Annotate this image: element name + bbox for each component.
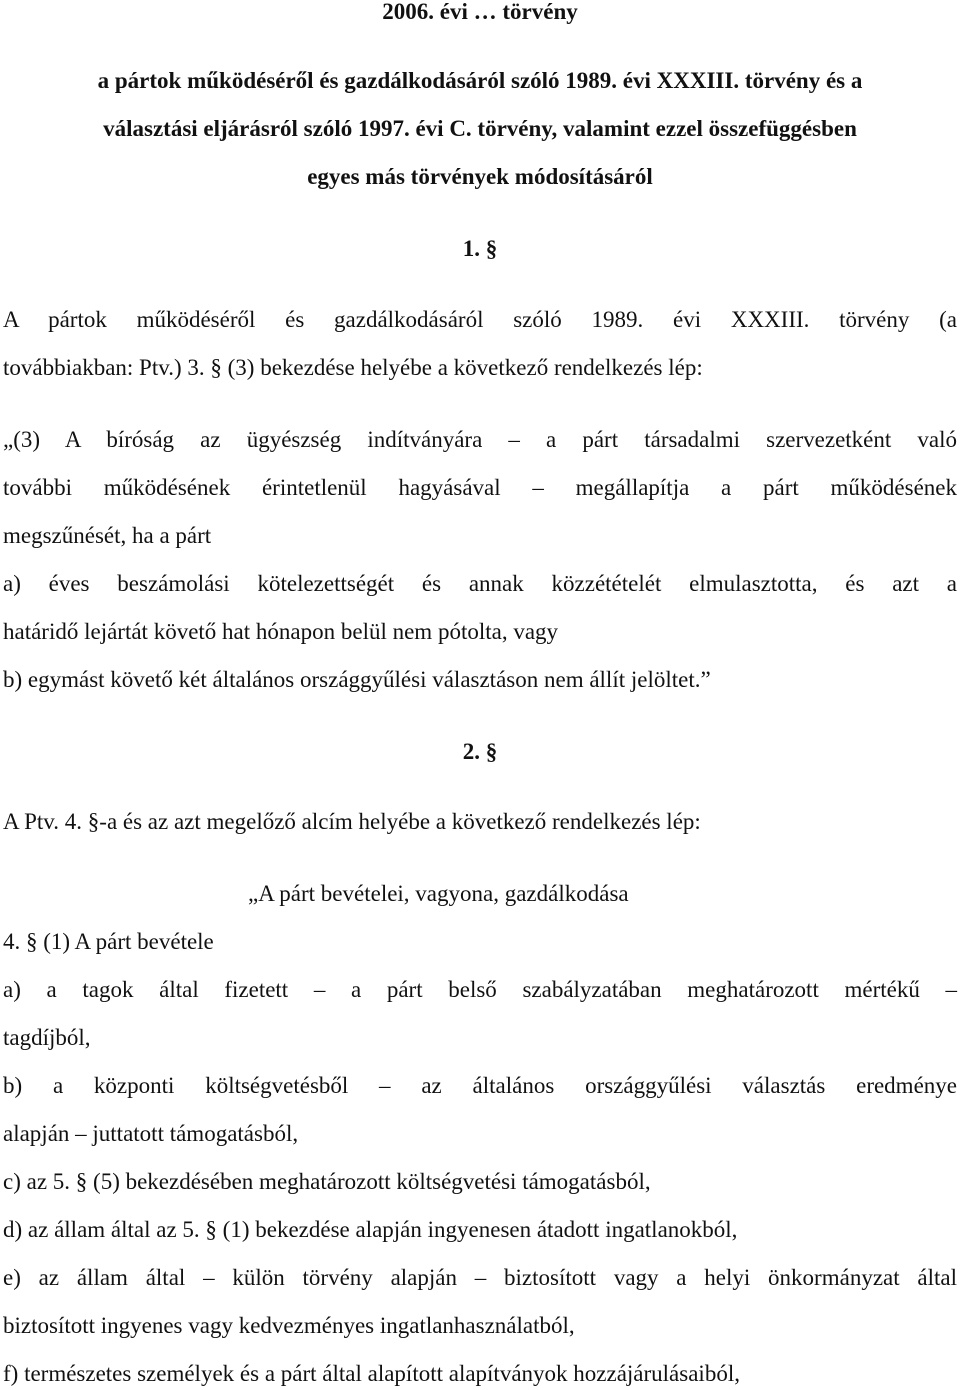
section-2-body-line-4: b) a központi költségvetésből – az általános országgyűlési választás eredménye <box>3 1073 957 1098</box>
document-subtitle-line-1: a pártok működéséről és gazdálkodásáról szóló 1989. évi XXXIII. törvény és a <box>97 68 863 93</box>
section-2-subtitle: „A párt bevételei, vagyona, gazdálkodása <box>248 881 629 906</box>
section-2-body-line-10: f) természetes személyek és a párt által alapított alapítványok hozzájárulásaiból, <box>3 1361 740 1386</box>
section-2-body-line-8: e) az állam által – külön törvény alapján – biztosított vagy a helyi önkormányzat által <box>3 1265 957 1290</box>
document-subtitle-line-3: egyes más törvények módosításáról <box>307 164 653 189</box>
section-1-quote-line-1: „(3) A bíróság az ügyészség indítványára – a párt társadalmi szervezetként való <box>3 427 957 452</box>
section-2-body-line-5: alapján – juttatott támogatásból, <box>3 1121 299 1146</box>
section-2-heading: 2. § <box>462 739 498 764</box>
section-2-intro: A Ptv. 4. §-a és az azt megelőző alcím helyébe a következő rendelkezés lép: <box>3 809 701 834</box>
section-1-heading: 1. § <box>462 236 498 261</box>
section-1-intro-line-1: A pártok működéséről és gazdálkodásáról szóló 1989. évi XXXIII. törvény (a <box>3 307 957 332</box>
section-1-quote-line-4: a) éves beszámolási kötelezettségét és annak közzétételét elmulasztotta, és azt a <box>3 571 957 596</box>
section-1-intro-line-2: továbbiakban: Ptv.) 3. § (3) bekezdése helyébe a következő rendelkezés lép: <box>3 355 703 380</box>
section-2-body-line-6: c) az 5. § (5) bekezdésében meghatározott költségvetési támogatásból, <box>3 1169 651 1194</box>
document-title: 2006. évi … törvény <box>382 0 578 24</box>
section-2-body-line-9: biztosított ingyenes vagy kedvezményes ingatlanhasználatból, <box>3 1313 575 1338</box>
section-2-body-line-7: d) az állam által az 5. § (1) bekezdése alapján ingyenesen átadott ingatlanokból, <box>3 1217 738 1242</box>
section-2-body-line-3: tagdíjból, <box>3 1025 91 1050</box>
section-2-body-line-1: 4. § (1) A párt bevétele <box>3 929 214 954</box>
section-1-quote-line-6: b) egymást követő két általános országgyűlési választáson nem állít jelöltet.” <box>3 667 711 692</box>
document-subtitle-line-2: választási eljárásról szóló 1997. évi C. törvény, valamint ezzel összefüggésben <box>103 116 857 141</box>
section-2-body-line-2: a) a tagok által fizetett – a párt belső szabályzatában meghatározott mértékű – <box>3 977 957 1002</box>
section-1-quote-line-2: további működésének érintetlenül hagyásával – megállapítja a párt működésének <box>3 475 957 500</box>
section-1-quote-line-3: megszűnését, ha a párt <box>3 523 212 548</box>
section-1-quote-line-5: határidő lejártát követő hat hónapon belül nem pótolta, vagy <box>3 619 559 644</box>
